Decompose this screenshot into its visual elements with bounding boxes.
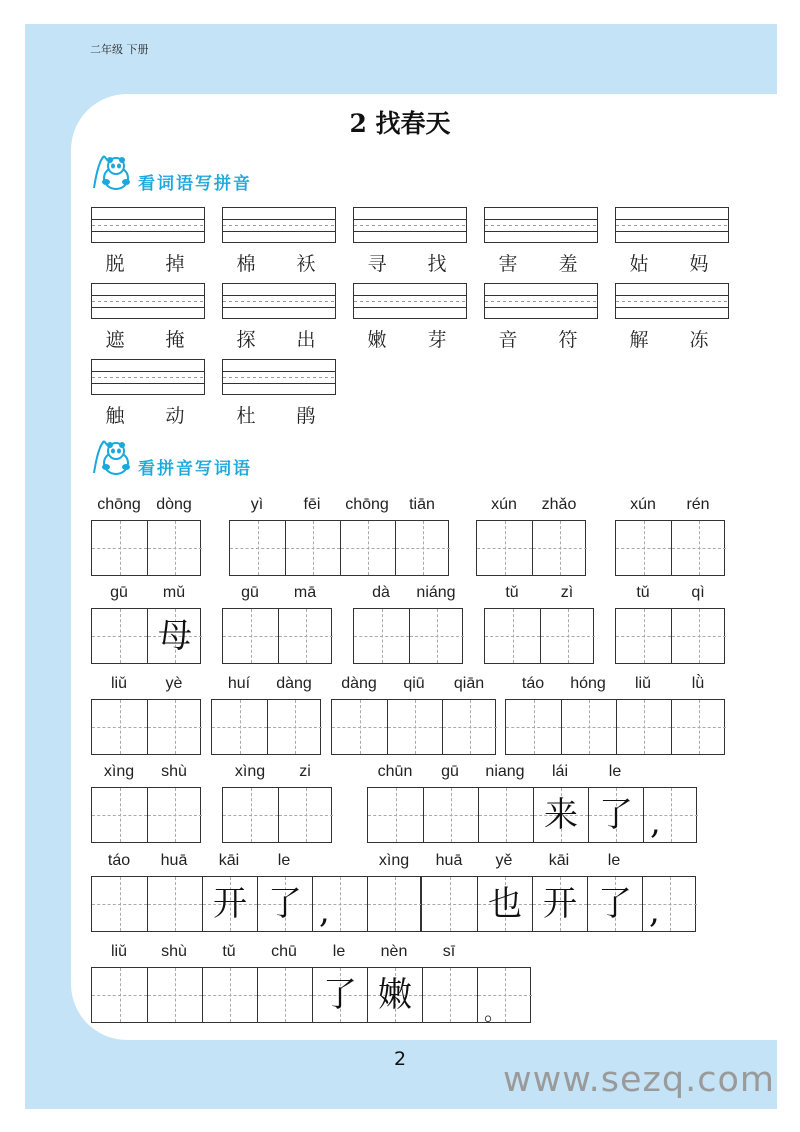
given-character: 开 (213, 884, 247, 924)
pinyin-label: yě (495, 852, 513, 869)
pinyin-label: le (332, 943, 346, 960)
given-character: , (319, 891, 330, 931)
word-char: 符 (558, 329, 578, 351)
pinyin-label: tǔ (505, 584, 519, 601)
word-char: 音 (498, 329, 518, 351)
pinyin-label: xún (630, 496, 656, 513)
pinyin-answer-box[interactable] (91, 283, 205, 319)
character-grid (91, 967, 531, 1026)
pinyin-label: qiān (453, 675, 485, 692)
word-char: 遮 (105, 329, 125, 351)
writing-cell[interactable] (312, 968, 367, 1022)
writing-cell[interactable] (409, 609, 464, 663)
character-grid (91, 787, 201, 843)
writing-cell[interactable] (367, 877, 422, 931)
character-grid (505, 699, 725, 755)
writing-cell[interactable] (92, 521, 147, 575)
writing-cell[interactable] (285, 521, 340, 575)
pinyin-answer-box[interactable] (222, 207, 336, 243)
writing-cell[interactable] (395, 521, 450, 575)
word-char: 寻 (367, 253, 387, 275)
pinyin-answer-box[interactable] (484, 283, 598, 319)
section-title-write-pinyin: 看词语写拼音 (138, 174, 252, 194)
character-grid (91, 520, 201, 576)
word-char: 脱 (105, 253, 125, 275)
writing-cell[interactable] (533, 788, 588, 842)
writing-cell[interactable] (147, 877, 202, 931)
pinyin-label: mǔ (162, 584, 186, 601)
writing-cell[interactable] (422, 877, 477, 931)
pinyin-label: liǔ (110, 943, 127, 960)
pinyin-label: xìng (234, 763, 266, 780)
writing-cell[interactable] (223, 788, 278, 842)
pinyin-label: tiān (409, 496, 435, 513)
pinyin-label: liǔ (110, 675, 127, 692)
writing-cell[interactable] (202, 968, 257, 1022)
writing-cell[interactable] (561, 700, 616, 754)
pinyin-label: huí (227, 675, 251, 692)
writing-cell[interactable] (671, 521, 726, 575)
pinyin-label: zì (560, 584, 574, 601)
pinyin-answer-box[interactable] (222, 283, 336, 319)
pinyin-label: dàng (341, 675, 377, 692)
pinyin-label: táo (521, 675, 545, 692)
character-grid (91, 699, 201, 755)
given-character: 了 (598, 884, 632, 924)
pinyin-label: chūn (377, 763, 413, 780)
pinyin-label: le (608, 763, 622, 780)
pinyin-label: le (607, 852, 621, 869)
panda-icon (90, 437, 134, 477)
word-char: 找 (427, 253, 447, 275)
writing-cell[interactable] (92, 877, 147, 931)
writing-cell[interactable] (478, 788, 533, 842)
character-grid (476, 520, 586, 576)
writing-cell[interactable] (532, 877, 587, 931)
pinyin-label: hóng (570, 675, 606, 692)
writing-cell[interactable] (423, 788, 478, 842)
writing-cell[interactable] (212, 700, 267, 754)
pinyin-label: fēi (303, 496, 321, 513)
writing-cell[interactable] (540, 609, 595, 663)
character-grid (615, 520, 725, 576)
pinyin-label: qì (691, 584, 705, 601)
word-char: 探 (236, 329, 256, 351)
word-char: 棉 (236, 253, 256, 275)
pinyin-label: gū (241, 584, 259, 601)
pinyin-label: kāi (548, 852, 570, 869)
section-title-write-words: 看拼音写词语 (138, 459, 252, 479)
writing-cell[interactable] (332, 700, 387, 754)
word-char: 嫩 (367, 329, 387, 351)
pinyin-label: niang (485, 763, 525, 780)
word-char: 姑 (629, 253, 649, 275)
pinyin-label: tǔ (222, 943, 236, 960)
pinyin-answer-box[interactable] (222, 359, 336, 395)
character-grid (91, 876, 421, 932)
pinyin-label: dòng (156, 496, 192, 513)
word-char: 出 (296, 329, 316, 351)
lesson-title: 2 找春天 (349, 109, 451, 138)
writing-cell[interactable] (202, 877, 257, 931)
pinyin-answer-box[interactable] (353, 207, 467, 243)
given-character: 也 (488, 884, 522, 924)
pinyin-label: shù (161, 943, 187, 960)
pinyin-label: zhǎo (541, 496, 577, 513)
pinyin-label: lái (551, 763, 568, 780)
pinyin-label: tǔ (636, 584, 650, 601)
character-grid (211, 699, 321, 755)
word-char: 动 (165, 405, 185, 427)
pinyin-label: qiū (403, 675, 425, 692)
given-character: , (649, 891, 660, 931)
pinyin-label: chōng (97, 496, 141, 513)
given-character: 来 (544, 795, 578, 835)
page-number: 2 (393, 1048, 407, 1070)
writing-cell[interactable] (506, 700, 561, 754)
word-char: 袄 (296, 253, 316, 275)
pinyin-label: xìng (103, 763, 135, 780)
pinyin-label: dà (372, 584, 390, 601)
pinyin-answer-box[interactable] (353, 283, 467, 319)
word-char: 芽 (427, 329, 447, 351)
character-grid (91, 608, 201, 664)
writing-cell[interactable] (147, 700, 202, 754)
word-char: 鹃 (296, 405, 316, 427)
given-character: 了 (323, 975, 357, 1015)
given-character: 了 (599, 795, 633, 835)
writing-cell[interactable] (257, 877, 312, 931)
pinyin-label: liǔ (634, 675, 651, 692)
grade-label: 二年级 下册 (90, 43, 149, 56)
writing-cell[interactable] (477, 521, 532, 575)
writing-cell[interactable] (442, 700, 497, 754)
writing-cell[interactable] (257, 968, 312, 1022)
character-grid (421, 876, 696, 932)
character-grid (615, 608, 725, 664)
writing-cell[interactable] (267, 700, 322, 754)
pinyin-label: shù (161, 763, 187, 780)
given-character: 了 (268, 884, 302, 924)
given-character: 。 (484, 1001, 507, 1026)
writing-cell[interactable] (642, 877, 697, 931)
word-char: 掩 (165, 329, 185, 351)
pinyin-label: chōng (345, 496, 389, 513)
word-char: 解 (629, 329, 649, 351)
writing-cell[interactable] (616, 609, 671, 663)
writing-cell[interactable] (477, 968, 532, 1026)
pinyin-label: dàng (276, 675, 312, 692)
pinyin-label: xìng (378, 852, 410, 869)
writing-cell[interactable] (340, 521, 395, 575)
watermark: www.sezq.com (503, 1060, 776, 1100)
writing-cell[interactable] (92, 968, 147, 1022)
given-character: 开 (543, 884, 577, 924)
pinyin-label: gū (110, 584, 128, 601)
pinyin-label: chū (271, 943, 297, 960)
writing-cell[interactable] (422, 968, 477, 1022)
character-grid (222, 787, 332, 843)
word-char: 冻 (689, 329, 709, 351)
writing-cell[interactable] (616, 700, 671, 754)
pinyin-label: mā (293, 584, 317, 601)
word-char: 触 (105, 405, 125, 427)
writing-cell[interactable] (588, 788, 643, 842)
pinyin-answer-box[interactable] (484, 207, 598, 243)
writing-cell[interactable] (616, 521, 671, 575)
writing-cell[interactable] (485, 609, 540, 663)
given-character: 母 (158, 616, 192, 656)
word-char: 羞 (558, 253, 578, 275)
pinyin-label: yè (165, 675, 183, 692)
word-char: 妈 (689, 253, 709, 275)
pinyin-label: le (277, 852, 291, 869)
pinyin-label: lǜ (691, 675, 705, 692)
writing-cell[interactable] (671, 700, 726, 754)
writing-cell[interactable] (367, 968, 422, 1022)
character-grid (222, 608, 332, 664)
pinyin-answer-box[interactable] (615, 283, 729, 319)
writing-cell[interactable] (92, 788, 147, 842)
character-grid (484, 608, 594, 664)
writing-cell[interactable] (223, 609, 278, 663)
writing-cell[interactable] (147, 521, 202, 575)
pinyin-label: sī (442, 943, 456, 960)
character-grid (367, 787, 697, 843)
pinyin-label: táo (107, 852, 131, 869)
pinyin-answer-box[interactable] (91, 207, 205, 243)
writing-cell[interactable] (532, 521, 587, 575)
writing-cell[interactable] (147, 788, 202, 842)
pinyin-label: huā (160, 852, 188, 869)
pinyin-label: kāi (218, 852, 240, 869)
pinyin-label: xún (491, 496, 517, 513)
pinyin-label: niáng (416, 584, 456, 601)
character-grid (353, 608, 463, 664)
writing-cell[interactable] (354, 609, 409, 663)
writing-cell[interactable] (278, 609, 333, 663)
pinyin-label: yì (250, 496, 264, 513)
word-char: 害 (498, 253, 518, 275)
pinyin-answer-box[interactable] (615, 207, 729, 243)
writing-cell[interactable] (147, 968, 202, 1022)
pinyin-label: zi (299, 763, 311, 780)
writing-cell[interactable] (387, 700, 442, 754)
writing-cell[interactable] (477, 877, 532, 931)
writing-cell[interactable] (368, 788, 423, 842)
pinyin-label: nèn (380, 943, 408, 960)
writing-cell[interactable] (587, 877, 642, 931)
writing-cell[interactable] (671, 609, 726, 663)
character-grid (229, 520, 449, 576)
writing-cell[interactable] (312, 877, 367, 931)
pinyin-label: rén (686, 496, 710, 513)
pinyin-answer-box[interactable] (91, 359, 205, 395)
given-character: 嫩 (378, 975, 412, 1015)
given-character: , (650, 802, 661, 842)
panda-icon (90, 152, 134, 192)
writing-cell[interactable] (230, 521, 285, 575)
word-char: 掉 (165, 253, 185, 275)
writing-cell[interactable] (92, 700, 147, 754)
writing-cell[interactable] (643, 788, 698, 842)
pinyin-label: huā (435, 852, 463, 869)
writing-cell[interactable] (278, 788, 333, 842)
writing-cell[interactable] (147, 609, 202, 663)
word-char: 杜 (236, 405, 256, 427)
character-grid (331, 699, 496, 755)
writing-cell[interactable] (92, 609, 147, 663)
pinyin-label: gū (441, 763, 459, 780)
